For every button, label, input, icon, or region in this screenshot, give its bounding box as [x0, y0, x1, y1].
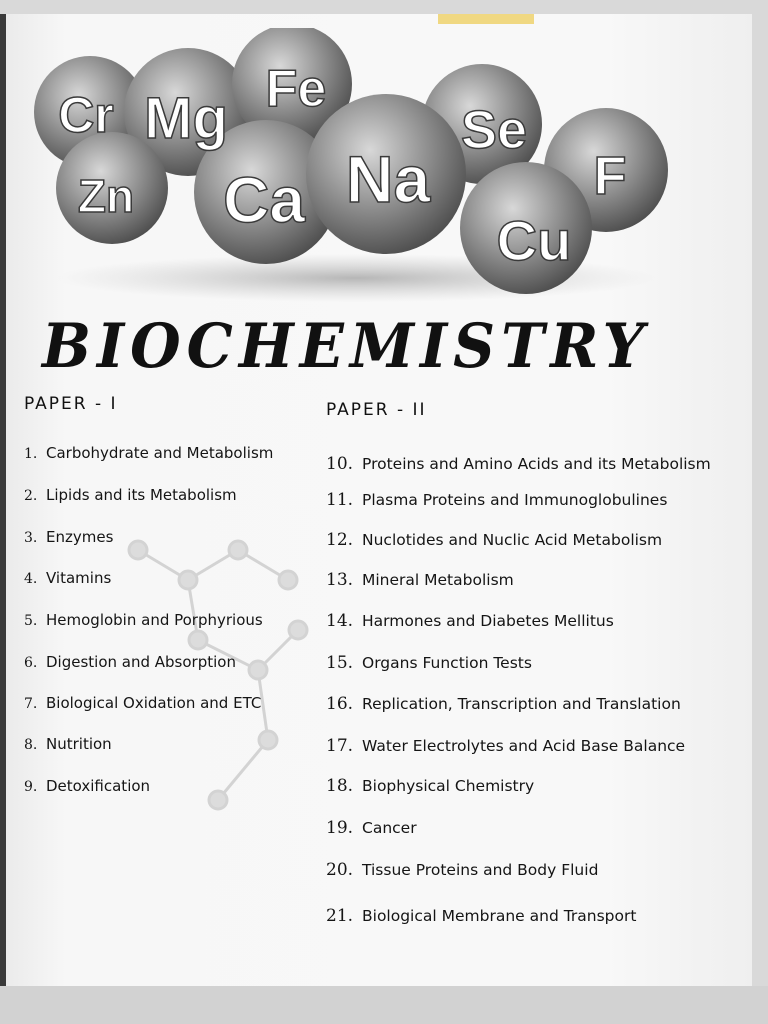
element-na-label: Na — [345, 142, 431, 216]
topic-item: 7. Biological Oxidation and ETC — [24, 694, 262, 712]
topic-item: 14. Harmones and Diabetes Mellitus — [326, 611, 614, 631]
topic-item: 1. Carbohydrate and Metabolism — [24, 444, 274, 462]
element-cu-label: Cu — [496, 209, 572, 272]
topic-item: 8. Nutrition — [24, 735, 112, 753]
topic-item: 12. Nuclotides and Nuclic Acid Metabolism — [326, 530, 663, 550]
topic-item: 17. Water Electrolytes and Acid Base Balance — [326, 736, 686, 756]
element-f-label: F — [593, 146, 627, 206]
topic-item: 3. Enzymes — [24, 528, 114, 546]
element-cr-label: Cr — [58, 87, 114, 143]
page-title: BIOCHEMISTRY — [42, 310, 651, 382]
topic-item: 4. Vitamins — [24, 569, 112, 587]
topic-item: 11. Plasma Proteins and Immunoglobulines — [326, 490, 668, 510]
paper-1-heading: PAPER - I — [24, 394, 118, 414]
element-se-label: Se — [460, 100, 528, 160]
element-mg-label: Mg — [144, 86, 228, 151]
topic-item: 6. Digestion and Absorption — [24, 653, 236, 671]
book-page — [0, 14, 752, 986]
topic-item: 13. Mineral Metabolism — [326, 570, 514, 590]
bookmark-tab — [438, 14, 534, 24]
topic-item: 16. Replication, Transcription and Translation — [326, 694, 681, 714]
topic-item: 10. Proteins and Amino Acids and its Metabolism — [326, 454, 711, 474]
topic-item: 18. Biophysical Chemistry — [326, 776, 535, 796]
topic-item: 5. Hemoglobin and Porphyrious — [24, 611, 263, 629]
topic-item: 2. Lipids and its Metabolism — [24, 486, 237, 504]
element-zn-label: Zn — [77, 170, 135, 222]
topic-item: 21. Biological Membrane and Transport — [326, 906, 637, 926]
element-fe-label: Fe — [265, 60, 327, 118]
topic-item: 19. Cancer — [326, 818, 417, 838]
background-surface — [0, 986, 768, 1024]
element-ca-label: Ca — [223, 164, 305, 236]
topic-item: 9. Detoxification — [24, 777, 151, 795]
topic-item: 20. Tissue Proteins and Body Fluid — [326, 860, 599, 880]
element-spheres-illustration — [26, 28, 686, 308]
topic-item: 15. Organs Function Tests — [326, 653, 532, 673]
paper-2-heading: PAPER - II — [326, 400, 427, 420]
